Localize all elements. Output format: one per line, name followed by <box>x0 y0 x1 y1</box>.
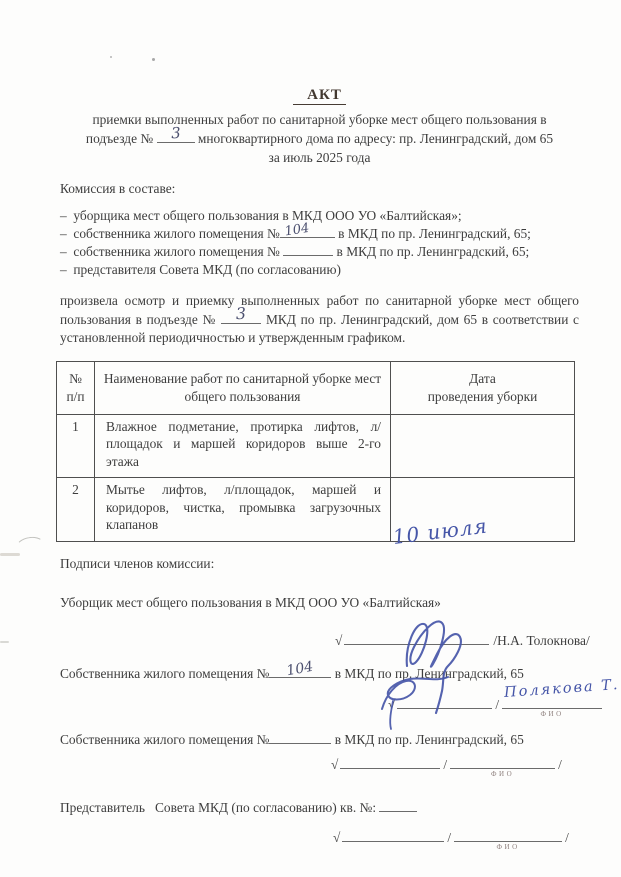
subtitle-text: многоквартирного дома по адресу: пр. Ленинградский, дом 65 <box>197 130 554 146</box>
commission-member-list <box>60 207 579 279</box>
entrance-number-blank <box>157 123 195 143</box>
header-text: Дата <box>469 371 496 387</box>
slash-separator: / <box>447 830 452 846</box>
row-num: 2 <box>57 478 95 542</box>
row-work: Мытье лифтов, л/площадок, маршей и коридоров, чистка, промывка загрузочных клапанов <box>95 478 391 542</box>
header-work <box>95 361 391 414</box>
handwritten-apartment-number: 104 <box>283 220 311 240</box>
member-text: собственника жилого помещения № <box>73 244 280 259</box>
header-text: проведения уборки <box>427 388 538 404</box>
row-work: Влажное подметание, протирка лифтов, л/площадок и маршей коридоров выше 2-го этажа <box>95 414 391 478</box>
commission-member <box>60 261 579 279</box>
label-text: Собственника жилого помещения № <box>60 666 270 682</box>
signature-blank <box>397 695 492 709</box>
scan-artifact-dash <box>0 641 9 643</box>
fio-label: ФИО <box>496 843 520 852</box>
handwritten-owner-name: Полякова Т. <box>503 677 621 702</box>
apartment-number-blank <box>379 799 417 812</box>
signature-row-representative <box>333 828 579 852</box>
signature-blank <box>340 755 440 769</box>
slash-separator: / <box>495 697 500 713</box>
member-text: в МКД по пр. Ленинградский, 65; <box>338 226 531 241</box>
apartment-number-blank <box>280 220 335 240</box>
name-blank <box>454 828 562 852</box>
slash-separator: / <box>565 830 569 846</box>
cleaner-signature-label: Уборщик мест общего пользования в МКД ООО УО «Балтийская» <box>60 595 441 611</box>
table-row <box>57 478 575 542</box>
subtitle-text: подъезде № <box>85 130 154 146</box>
checkmark-glyph: √ <box>333 830 341 846</box>
commission-member <box>60 220 579 243</box>
signature-blank <box>344 631 489 645</box>
signature-row-owner1 <box>388 677 621 719</box>
commission-heading: Комиссия в составе: <box>60 180 176 196</box>
row-date <box>391 478 575 550</box>
commission-member <box>60 243 579 261</box>
name-blank <box>450 755 555 779</box>
slash-separator: / <box>443 757 448 773</box>
signature-blank <box>342 828 444 842</box>
label-text: в МКД по пр. Ленинградский, 65 <box>334 732 524 748</box>
handwritten-cleaning-date: 10 июля <box>391 513 489 550</box>
owner1-signature-label <box>60 659 579 682</box>
header-text: № <box>69 371 82 387</box>
period-text: за июль 2025 года <box>268 149 371 165</box>
apartment-number-blank <box>269 659 331 680</box>
document-title: АКТ <box>293 87 346 105</box>
handwritten-entrance-number: 3 <box>170 123 181 142</box>
subtitle-period-line <box>60 148 579 167</box>
checkmark-glyph: √ <box>335 633 343 649</box>
signatures-heading: Подписи членов комиссии: <box>60 555 215 571</box>
acceptance-text: МКД по пр. Ленинградский, дом 65 в соответствии с установленной периодичностью и утвержденным графиком. <box>60 311 579 345</box>
acceptance-text: произвела осмотр и приемку выполненных работ по санитарной уборке мест общего пользования в подъезде № <box>60 293 579 327</box>
checkmark-glyph: √ <box>388 697 396 713</box>
signature-row-cleaner <box>335 631 590 649</box>
works-table <box>56 361 575 550</box>
subtitle-line-1 <box>60 110 579 129</box>
member-text: собственника жилого помещения № <box>73 226 280 241</box>
table-row <box>57 414 575 478</box>
header-text: п/п <box>66 388 85 404</box>
row-date <box>391 414 575 478</box>
member-text: уборщика мест общего пользования в МКД ООО УО «Балтийская»; <box>73 208 462 223</box>
document-subtitle <box>60 110 579 167</box>
member-text: в МКД по пр. Ленинградский, 65; <box>336 244 530 259</box>
owner2-signature-label <box>60 731 579 748</box>
slash-separator: / <box>558 757 562 773</box>
header-text: Наименование работ по санитарной уборке мест общего пользования <box>103 371 382 404</box>
name-blank <box>502 677 621 719</box>
representative-label <box>60 799 579 816</box>
apartment-number-blank <box>283 243 333 256</box>
fio-label: ФИО <box>540 710 564 719</box>
entrance-number-blank <box>221 303 261 324</box>
fio-label: ФИО <box>491 770 515 779</box>
apartment-number-blank <box>269 731 331 744</box>
handwritten-entrance-number: 3 <box>235 303 247 324</box>
table-header-row <box>57 361 575 414</box>
row-num: 1 <box>57 414 95 478</box>
member-text: представителя Совета МКД (по согласованию) <box>73 262 341 277</box>
subtitle-line-2 <box>60 123 579 148</box>
label-text: Собственника жилого помещения № <box>60 732 270 748</box>
signature-row-owner2 <box>331 755 579 779</box>
header-date <box>391 361 575 414</box>
checkmark-glyph: √ <box>331 757 339 773</box>
cleaner-printed-name: /Н.А. Толокнова/ <box>493 633 590 649</box>
title-section <box>60 86 579 105</box>
scan-artifact-dash <box>0 553 20 556</box>
label-text: Представитель Совета МКД (по согласованию) кв. №: <box>60 800 377 816</box>
subtitle-text: приемки выполненных работ по санитарной уборке мест общего пользования в <box>92 111 547 127</box>
header-num <box>57 361 95 414</box>
handwritten-apartment-number: 104 <box>285 659 315 680</box>
label-text: в МКД по пр. Ленинградский, 65 <box>334 666 524 682</box>
acceptance-paragraph <box>60 292 579 348</box>
